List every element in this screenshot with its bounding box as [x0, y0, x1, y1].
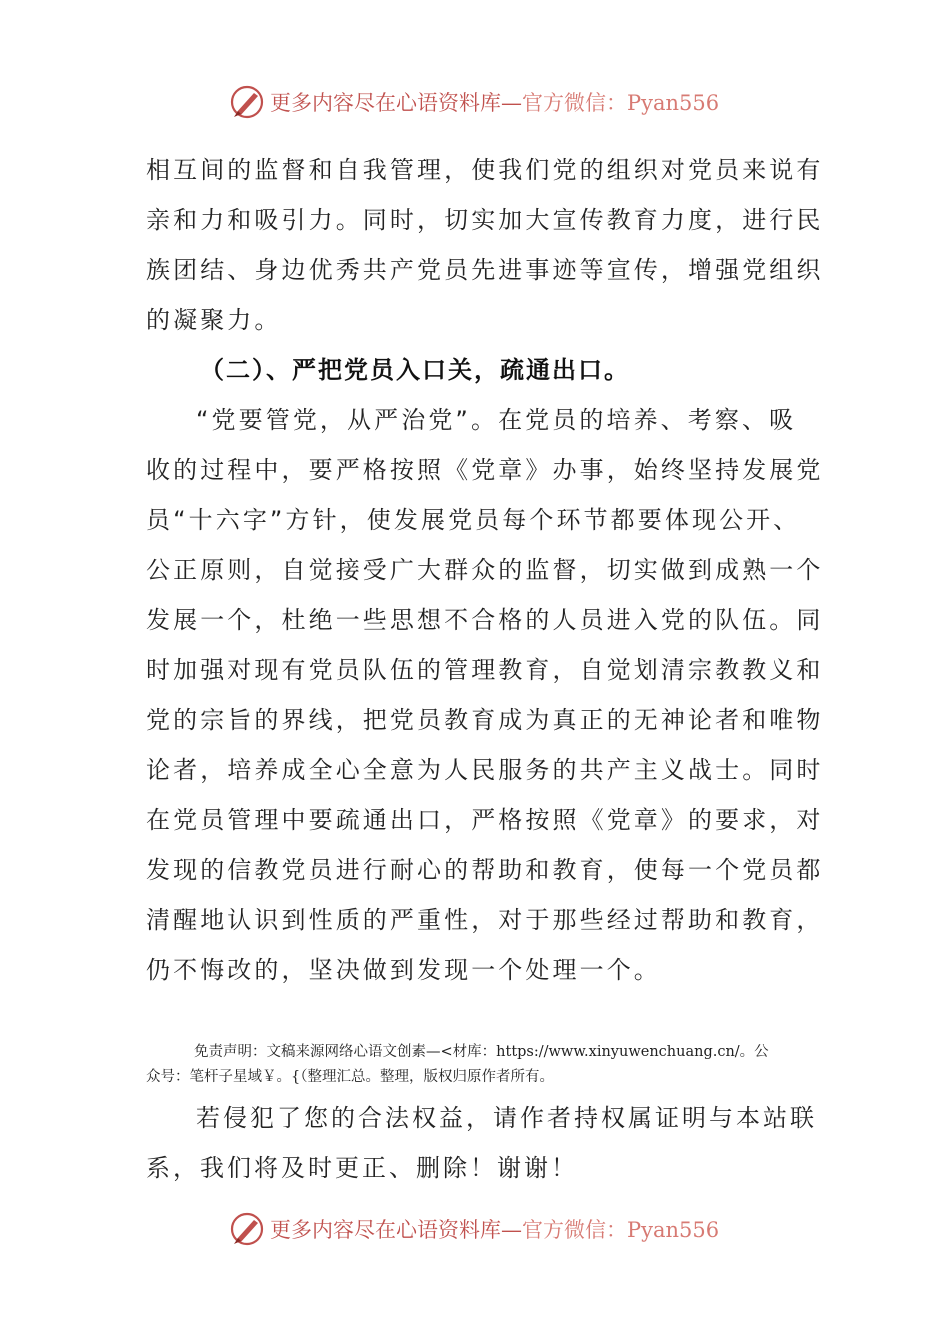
text-line: 论者，培养成全心全意为人民服务的共产主义战士。同时	[146, 756, 824, 784]
text-line: 清醒地认识到性质的严重性，对于那些经过帮助和教育，	[146, 906, 824, 934]
text-line: 亲和力和吸引力。同时，切实加大宣传教育力度，进行民	[146, 206, 824, 234]
header-banner-text: 更多内容尽在心语资料库—官方微信：Pyan556	[270, 91, 720, 115]
text-line: 的凝聚力。	[146, 306, 282, 334]
paragraph-2	[146, 395, 824, 995]
text-line: 党的宗旨的界线，把党员教育成为真正的无神论者和唯物	[146, 706, 824, 734]
text-line: 收的过程中，要严格按照《党章》办事，始终坚持发展党	[146, 456, 824, 484]
disclaimer-line: 众号：笔杆子星域￥。{（整理汇总。整理，版权归原作者所有。	[146, 1069, 554, 1085]
pen-logo-icon	[228, 83, 266, 121]
text-line: 相互间的监督和自我管理，使我们党的组织对党员来说有	[146, 156, 824, 184]
text-line: 系，我们将及时更正、删除！谢谢！	[146, 1154, 578, 1182]
paragraph-1	[146, 145, 824, 345]
copyright-notice	[146, 1093, 817, 1193]
text-line: 族团结、身边优秀共产党员先进事迹等宣传，增强党组织	[146, 256, 824, 284]
text-line: 员“十六字”方针，使发展党员每个环节都要体现公开、	[146, 506, 801, 534]
text-line: 时加强对现有党员队伍的管理教育，自觉划清宗教教义和	[146, 656, 824, 684]
text-line: 仍不悔改的，坚决做到发现一个处理一个。	[146, 956, 661, 984]
section-heading: （二）、严把党员入口关，疏通出口。	[200, 356, 630, 384]
text-line: 发现的信教党员进行耐心的帮助和教育，使每一个党员都	[146, 856, 824, 884]
text-line: 公正原则，自觉接受广大群众的监督，切实做到成熟一个	[146, 556, 824, 584]
header-watermark-banner	[228, 80, 748, 124]
text-line: 若侵犯了您的合法权益，请作者持权属证明与本站联	[196, 1104, 817, 1132]
footer-banner-text: 更多内容尽在心语资料库—官方微信：Pyan556	[270, 1218, 720, 1242]
disclaimer	[146, 1040, 806, 1090]
text-line: “党要管党，从严治党”。在党员的培养、考察、吸	[196, 406, 797, 434]
text-line: 发展一个，杜绝一些思想不合格的人员进入党的队伍。同	[146, 606, 824, 634]
pen-logo-icon	[228, 1210, 266, 1248]
text-line: 在党员管理中要疏通出口，严格按照《党章》的要求，对	[146, 806, 824, 834]
disclaimer-line: 免责声明：文稿来源网络心语文创素—<材库：https://www.xinyuwenchuang.cn/。公	[194, 1044, 769, 1060]
footer-watermark-banner	[228, 1207, 748, 1251]
